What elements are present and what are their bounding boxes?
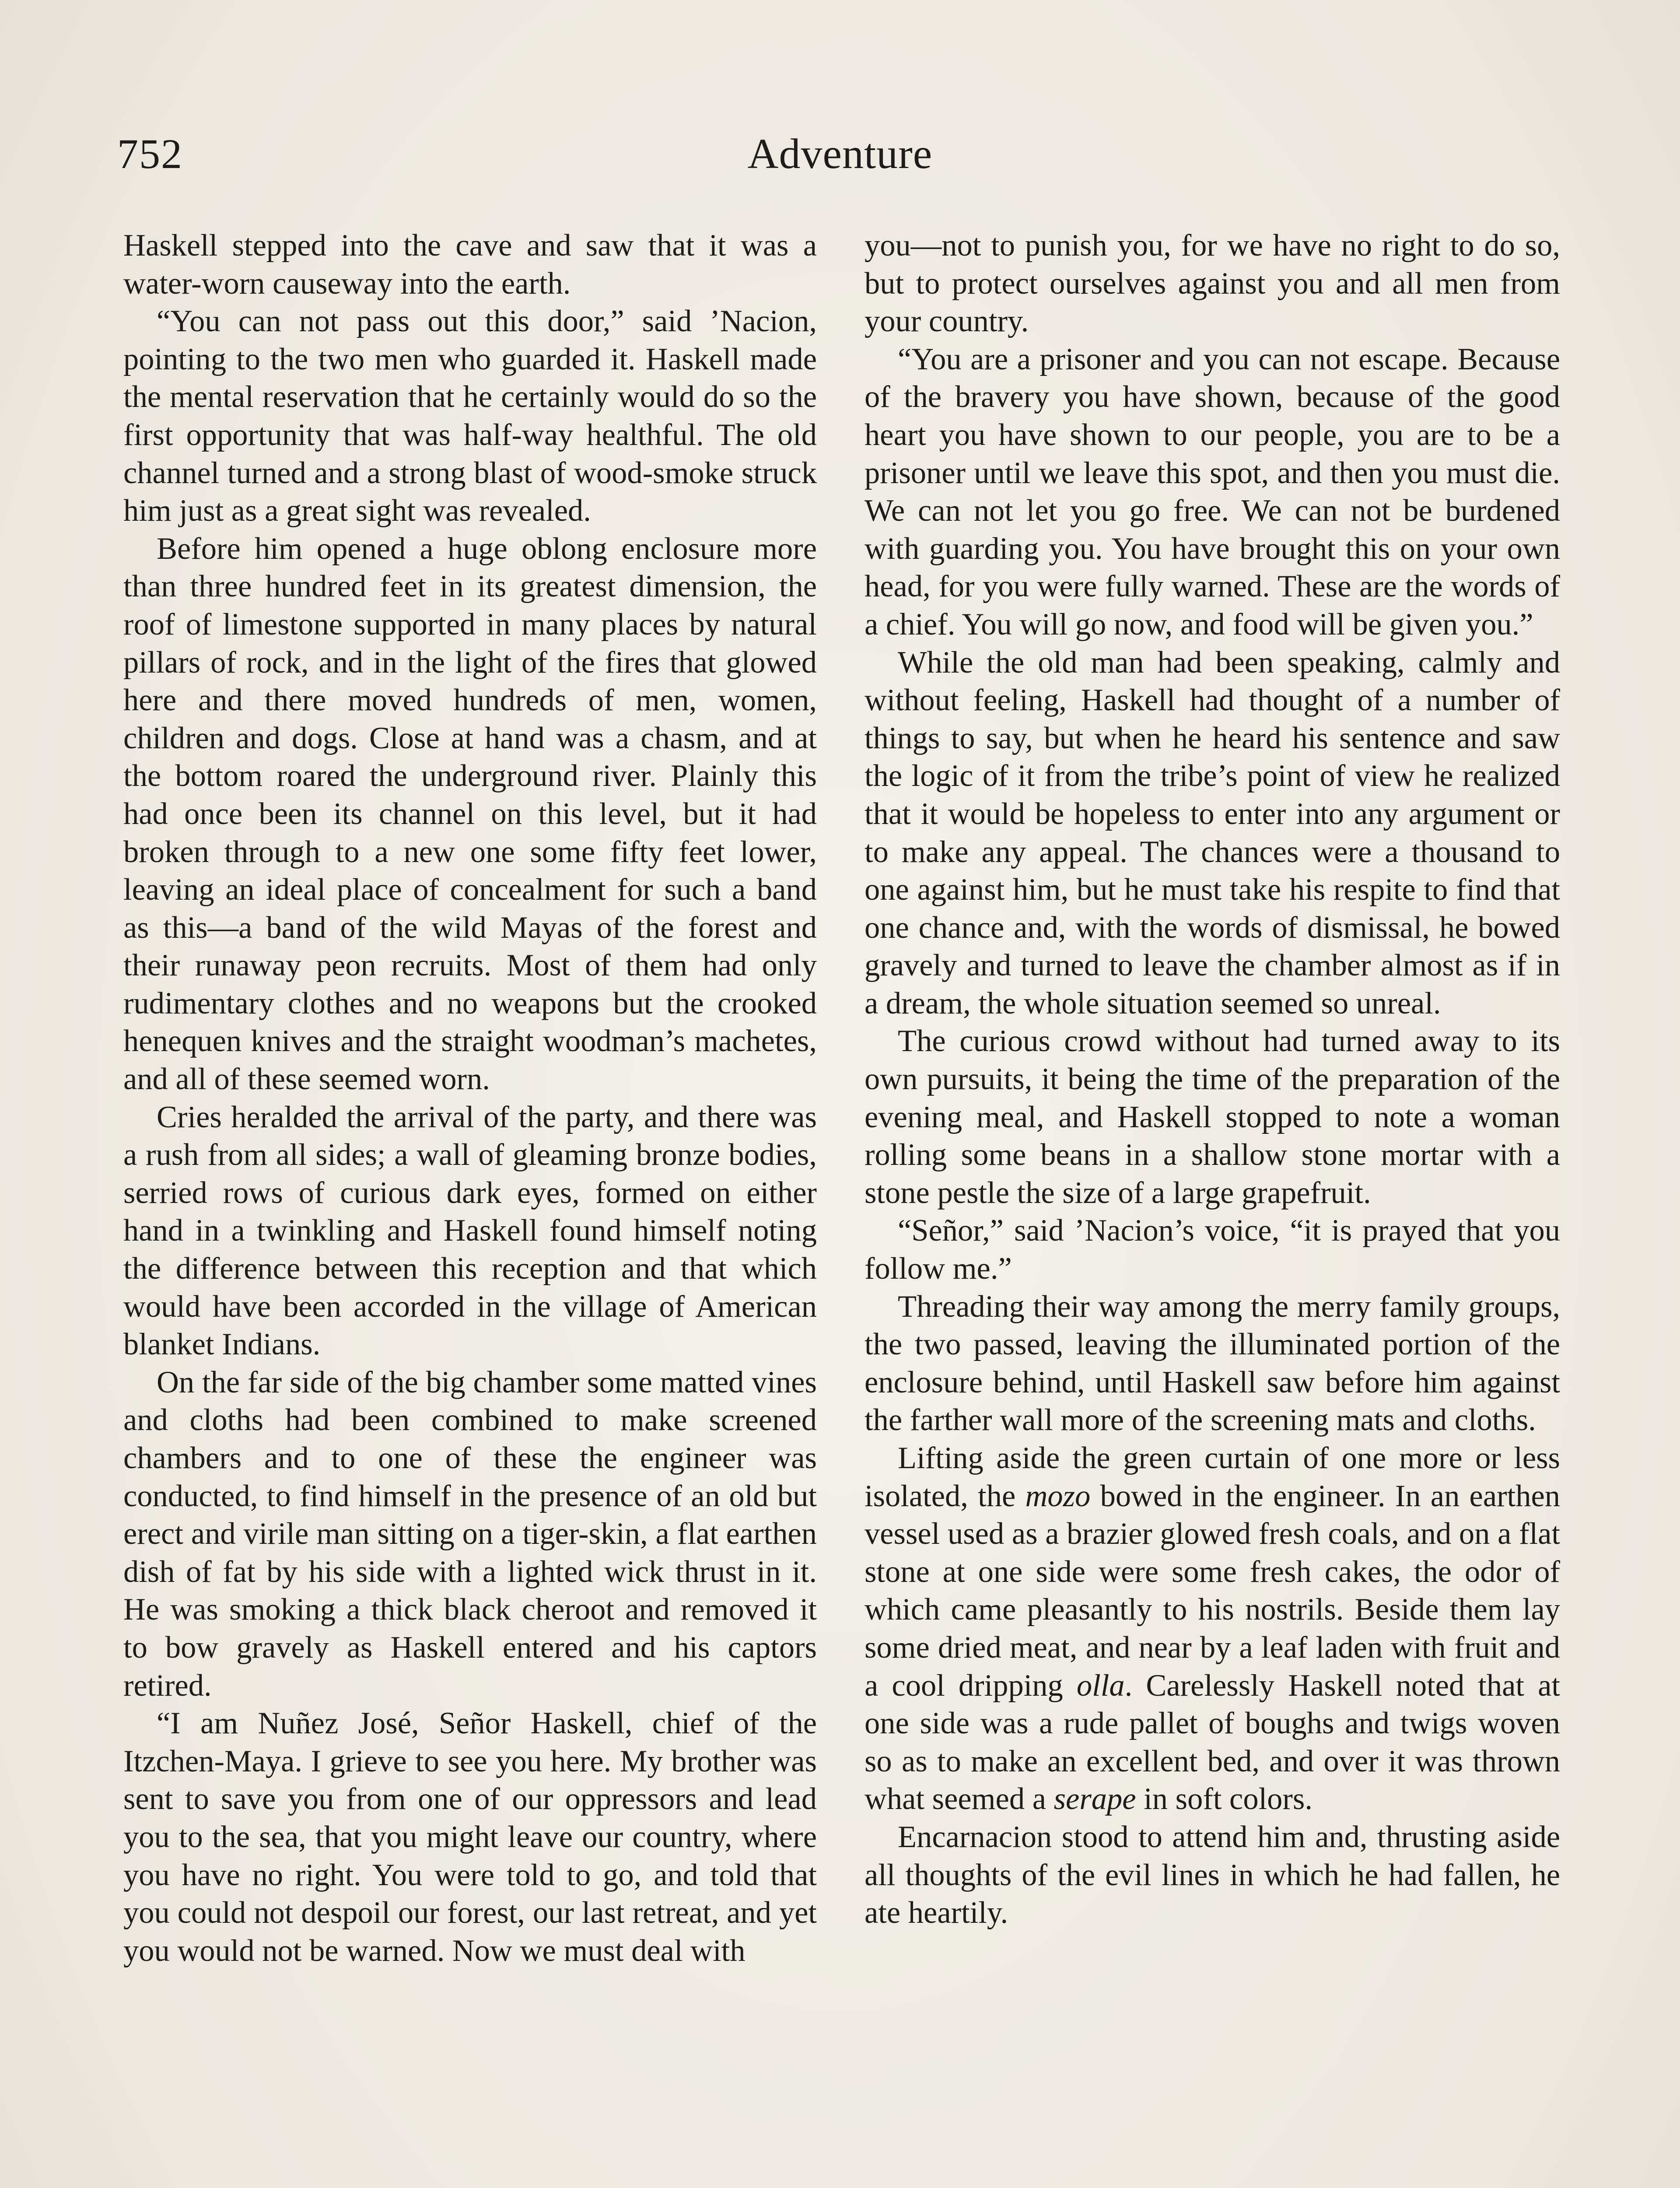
italic-word: olla [1076, 1668, 1125, 1703]
running-head-title: Adventure [747, 130, 933, 178]
text-run: bowed in the engineer. In an earthen vessel used as a brazier glowed fresh coals, and on a flat stone at one side were some fresh cakes, the odor of which came pleasantly to his nostrils. Beside them lay some dried meat, and near by a leaf laden with fruit and a cool dripping [864, 1479, 1560, 1703]
paragraph: “Señor,” said ’Nacion’s voice, “it is prayed that you follow me.” [864, 1213, 1560, 1286]
paragraph: “You can not pass out this door,” said ’Nacion, pointing to the two men who guarded it. Haskell made the mental reservation that he certainly would do so the first opportunity that was half-way healthful. The old channel turned and a strong blast of wood-smoke struck him just as a great sight was revealed. [123, 304, 817, 528]
italic-word: mozo [1025, 1479, 1091, 1513]
right-column [864, 227, 1560, 1932]
page-number: 752 [117, 130, 183, 177]
paragraph: Cries heralded the arrival of the party, and there was a rush from all sides; a wall of gleaming bronze bodies, serried rows of curious dark eyes, formed on either hand in a twinkling and Haskell found himself noting the difference between this reception and that which would have been accorded in the village of American blanket Indians. [123, 1100, 817, 1362]
italic-word: serape [1054, 1782, 1136, 1816]
paragraph: you—not to punish you, for we have no right to do so, but to protect ourselves against you and all men from your country. [864, 228, 1560, 339]
paragraph: “I am Nuñez José, Señor Haskell, chief of the Itzchen-Maya. I grieve to see you here. My brother was sent to save you from one of our oppressors and lead you to the sea, that you might leave our country, where you have no right. You were told to go, and told that you could not despoil our forest, our last retreat, and yet you would not be warned. Now we must deal with [123, 1706, 817, 1968]
paragraph: Encarnacion stood to attend him and, thrusting aside all thoughts of the evil lines in which he had fallen, he ate heartily. [864, 1820, 1560, 1930]
text-run: Lifting aside the green curtain of one more or less isolated, the [864, 1441, 1560, 1513]
paragraph: While the old man had been speaking, calmly and without feeling, Haskell had thought of a number of things to say, but when he heard his sentence and saw the logic of it from the tribe’s point of view he realized that it would be hopeless to enter into any argument or to make any appeal. The chances were a thousand to one against him, but he must take his respite to find that one chance and, with the words of dismissal, he bowed gravely and turned to leave the chamber almost as if in a dream, the whole situation seemed so unreal. [864, 645, 1560, 1020]
left-column [123, 227, 817, 1970]
paragraph: The curious crowd without had turned away to its own pursuits, it being the time of the preparation of the evening meal, and Haskell stopped to note a woman rolling some beans in a shallow stone mortar with a stone pestle the size of a large grapefruit. [864, 1024, 1560, 1210]
paragraph: On the far side of the big chamber some matted vines and cloths had been combined to make screened chambers and to one of these the engineer was conducted, to find himself in the presence of an old but erect and virile man sitting on a tiger-skin, a flat earthen dish of fat by his side with a lighted wick thrust in it. He was smoking a thick black cheroot and removed it to bow gravely as Haskell entered and his captors retired. [123, 1365, 817, 1703]
paragraph: Before him opened a huge oblong enclosure more than three hundred feet in its greatest dimension, the roof of limestone supported in many places by natural pillars of rock, and in the light of the fires that glowed here and there moved hundreds of men, women, children and dogs. Close at hand was a chasm, and at the bottom roared the underground river. Plainly this had once been its channel on this level, but it had broken through to a new one some fifty feet lower, leaving an ideal place of concealment for such a band as this—a band of the wild Mayas of the forest and their runaway peon recruits. Most of them had only rudimentary clothes and no weapons but the crooked henequen knives and the straight woodman’s machetes, and all of these seemed worn. [123, 531, 817, 1097]
paragraph: Threading their way among the merry family groups, the two passed, leaving the illuminated portion of the enclosure behind, until Haskell saw before him against the farther wall more of the screening mats and cloths. [864, 1289, 1560, 1438]
text-run: in soft colors. [1136, 1782, 1312, 1816]
paragraph: “You are a prisoner and you can not escape. Because of the bravery you have shown, because of the good heart you have shown to our people, you are to be a prisoner until we leave this spot, and then you must die. We can not let you go free. We can not be burdened with guarding you. You have brought this on your own head, for you were fully warned. These are the words of a chief. You will go now, and food will be given you.” [864, 342, 1560, 642]
paragraph: Haskell stepped into the cave and saw that it was a water-worn causeway into the earth. [123, 228, 817, 301]
paragraph [864, 1439, 1560, 1818]
text-run: . Carelessly Haskell noted that at one side was a rude pallet of boughs and twigs woven so as to make an excellent bed, and over it was thrown what seemed a [864, 1668, 1561, 1816]
